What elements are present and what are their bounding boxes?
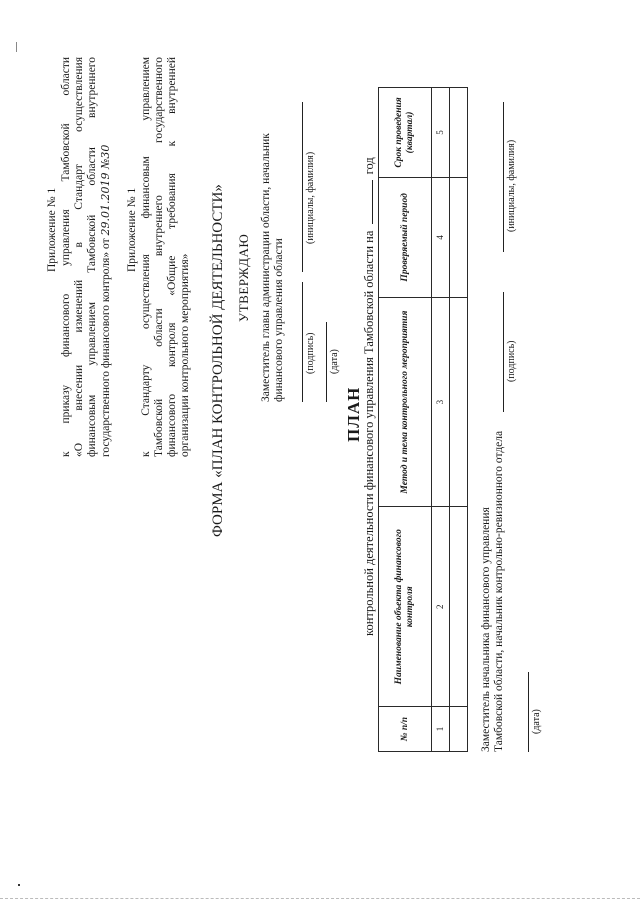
column-number-1: 1	[432, 707, 450, 752]
table-empty-row	[450, 88, 468, 752]
approve-heading: УТВЕРЖДАЮ	[236, 233, 251, 322]
appendix-order-title: Приложение № 1	[46, 187, 58, 272]
approve-signature-line	[302, 282, 303, 402]
rotated-document-content	[40, 22, 600, 882]
appendix-standard-title: Приложение № 1	[126, 187, 138, 272]
scan-edge-line	[0, 898, 640, 899]
column-number-4: 4	[432, 177, 450, 297]
approve-date-line	[326, 322, 327, 402]
footer-name-line	[503, 102, 504, 252]
appendix-standard-line-4: организации контрольного мероприятия»	[179, 253, 191, 457]
footer-signature-line	[503, 292, 504, 412]
approve-name-label: (инициалы, фамилия)	[305, 151, 316, 244]
appendix-order-line-1: к приказу финансового управления Тамбовской области	[60, 57, 72, 457]
approve-position-line-1: Заместитель главы администрации области, начальник	[260, 133, 272, 402]
plan-year-blank	[372, 180, 373, 224]
header-period: Проверяемый период	[379, 177, 432, 297]
column-number-5: 5	[432, 88, 450, 178]
table-number-row	[432, 88, 450, 752]
form-title: ФОРМА «ПЛАН КОНТРОЛЬНОЙ ДЕЯТЕЛЬНОСТИ»	[210, 184, 226, 537]
appendix-standard-line-3: финансового контроля «Общие требования к внутренней	[166, 57, 178, 457]
footer-line-1: Заместитель начальника финансового управления	[480, 507, 492, 752]
appendix-standard-line-2: Тамбовской области внутреннего государственного	[153, 57, 165, 457]
plan-subtitle-text: контрольной деятельности финансового управления Тамбовской области на	[362, 230, 376, 636]
plan-heading: ПЛАН	[344, 386, 363, 442]
approve-name-line	[302, 102, 303, 272]
header-number: № п/п	[379, 707, 432, 752]
scan-speck	[18, 884, 20, 886]
scan-mark	[16, 42, 17, 52]
header-object: Наименование объекта финансового контроля	[379, 507, 432, 707]
approve-position-line-2: финансового управления области	[273, 238, 285, 402]
approve-signature-label: (подпись)	[305, 332, 316, 374]
appendix-order-line-4	[99, 145, 113, 457]
appendix-order-line-2: «О внесении изменений в Стандарт осуществления	[73, 57, 85, 457]
column-number-3: 3	[432, 297, 450, 507]
handwritten-order-date: 29.01.2019 №30	[99, 144, 112, 236]
plan-subtitle	[362, 157, 377, 636]
table-header-row	[379, 88, 432, 752]
plan-table	[378, 87, 468, 752]
approve-date-label: (дата)	[329, 349, 340, 374]
plan-year-suffix: год	[362, 157, 376, 175]
appendix-order-line-4-text: государственного финансового контроля» от	[100, 238, 112, 457]
header-method: Метод и тема контрольного мероприятия	[379, 297, 432, 507]
footer-signature-label: (подпись)	[506, 340, 517, 382]
appendix-standard-line-1: к Стандарту осуществления финансовым управлением	[140, 57, 152, 457]
footer-line-2: Тамбовской области, начальник контрольно-ревизионного отдела	[493, 430, 505, 752]
column-number-2: 2	[432, 507, 450, 707]
header-deadline: Срок проведения (квартал)	[379, 88, 432, 178]
footer-date-label: (дата)	[531, 709, 542, 734]
footer-date-line	[528, 672, 529, 752]
appendix-order-line-3: финансовым управлением Тамбовской области внутреннего	[86, 57, 98, 457]
footer-name-label: (инициалы, фамилия)	[506, 139, 517, 232]
